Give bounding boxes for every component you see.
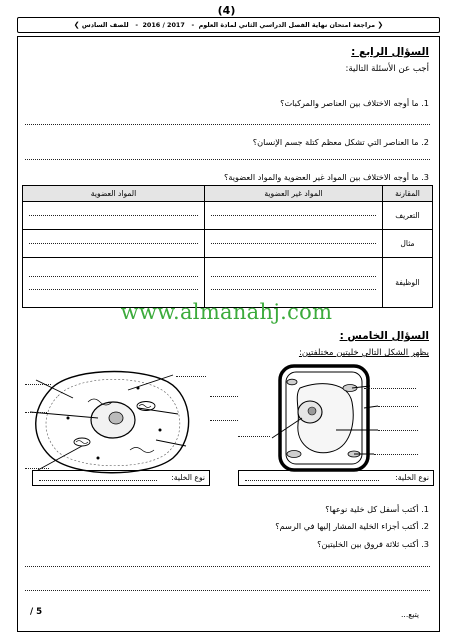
score-box: / 5	[30, 607, 43, 617]
plant-cell-drawing	[270, 358, 380, 478]
label-line[interactable]	[210, 420, 238, 421]
answer-line[interactable]	[25, 159, 430, 160]
row-label-function: الوظيفة	[383, 258, 433, 308]
label-line[interactable]	[364, 388, 416, 389]
q5-title: السؤال الخامس :	[339, 330, 429, 342]
label-line[interactable]	[374, 454, 418, 455]
page-number: (4)	[217, 4, 236, 17]
banner-dash-2: -	[135, 21, 138, 29]
q5-question-1: 1. أكتب أسفل كل خلية نوعها؟	[325, 504, 429, 514]
exam-banner: ❮ مراجعة امتحان نهاية الفصل الدراسي الثاني لمادة العلوم - 2016 / 2017 - للصف السادس ❯	[17, 17, 440, 33]
animal-cell-drawing	[28, 360, 218, 480]
label-line[interactable]	[25, 412, 47, 413]
label-line[interactable]	[238, 436, 270, 437]
banner-grade: للصف السادس	[81, 21, 129, 29]
q5-question-2: 2. أكتب أجزاء الخلية المشار إليها في الرسم؟	[275, 521, 429, 531]
table-header-inorganic: المواد غير العضوية	[205, 186, 383, 202]
label-line[interactable]	[25, 468, 49, 469]
table-cell[interactable]	[205, 202, 383, 230]
q4-instruction: أجب عن الأسئلة التالية:	[345, 64, 429, 74]
cell-type-label: نوع الخلية:	[171, 473, 205, 482]
q4-question-3: 3. ما أوجه الاختلاف بين المواد غير العضوية والمواد العضوية؟	[224, 172, 429, 182]
banner-dash-1: -	[191, 21, 195, 29]
table-cell[interactable]	[23, 230, 205, 258]
label-line[interactable]	[25, 384, 51, 385]
q5-instruction: يظهر الشكل التالي خليتين مختلفتين:	[298, 348, 429, 358]
q4-question-2: 2. ما العناصر التي تشكل معظم كتلة جسم الإنسان؟	[252, 137, 429, 147]
label-line[interactable]	[378, 430, 418, 431]
table-cell[interactable]	[23, 202, 205, 230]
follow-note: يتبع...	[401, 610, 419, 619]
table-header-comparison: المقارنة	[383, 186, 433, 202]
q4-question-1: 1. ما أوجه الاختلاف بين العناصر والمركبات؟	[280, 98, 429, 108]
q5-question-3: 3. أكتب ثلاثة فروق بين الخليتين؟	[317, 539, 429, 549]
label-line[interactable]	[176, 376, 206, 377]
row-label-definition: التعريف	[383, 202, 433, 230]
label-line[interactable]	[210, 396, 238, 397]
table-row	[23, 230, 433, 258]
row-label-example: مثال	[383, 230, 433, 258]
banner-title: مراجعة امتحان نهاية الفصل الدراسي الثاني لمادة العلوم	[198, 21, 376, 29]
answer-line[interactable]	[25, 590, 430, 591]
answer-line[interactable]	[25, 566, 430, 567]
answer-line[interactable]	[25, 124, 430, 125]
comparison-table	[22, 185, 433, 308]
table-row	[23, 202, 433, 230]
table-cell[interactable]	[205, 230, 383, 258]
watermark: www.almanahj.com	[120, 300, 333, 324]
cell-type-label: نوع الخلية:	[395, 473, 429, 482]
cell-type-box-plant[interactable]	[238, 470, 434, 486]
q4-title: السؤال الرابع :	[351, 46, 429, 58]
table-header-row	[23, 186, 433, 202]
banner-year: 2016 / 2017	[142, 21, 185, 29]
table-header-organic: المواد العضوية	[23, 186, 205, 202]
cell-type-box-animal[interactable]	[32, 470, 210, 486]
label-line[interactable]	[378, 406, 418, 407]
